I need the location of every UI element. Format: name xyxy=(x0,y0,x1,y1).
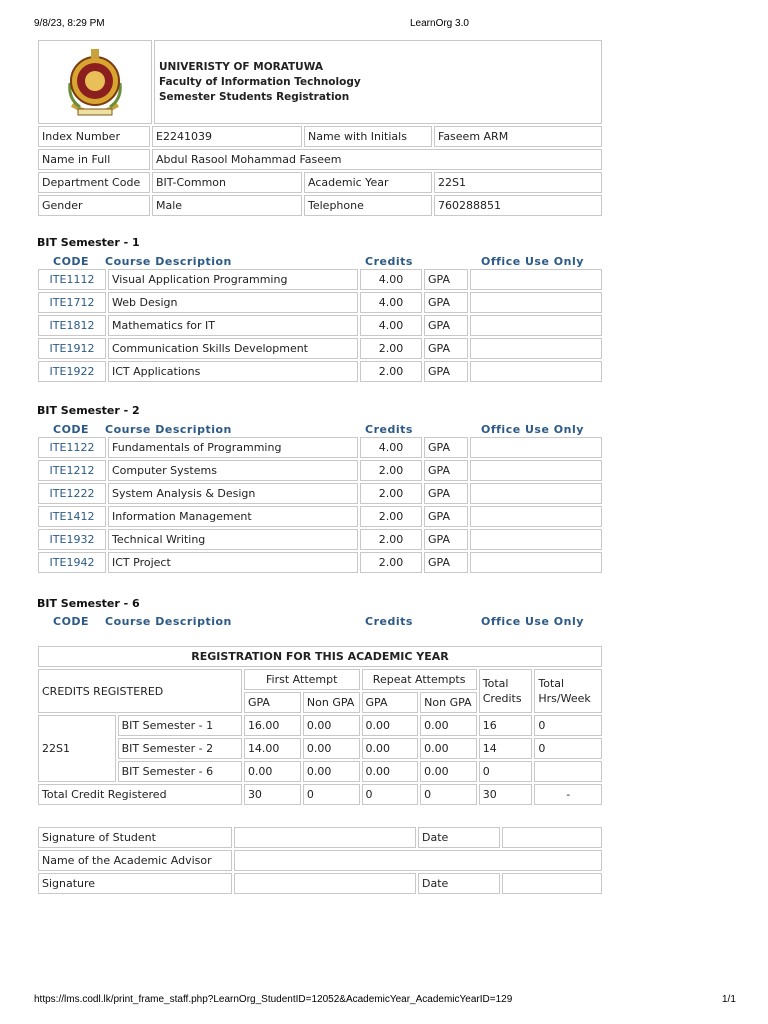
advisor-name-field[interactable] xyxy=(234,850,602,871)
ra-gpa-header: GPA xyxy=(362,692,419,713)
print-datetime: 9/8/23, 8:29 PM xyxy=(34,18,105,29)
total-ra-non: 0 xyxy=(420,784,477,805)
course-type: GPA xyxy=(424,460,468,481)
registration-table xyxy=(36,644,604,807)
semester-6-title: BIT Semester - 6 xyxy=(37,597,140,610)
dept-label: Department Code xyxy=(38,172,150,193)
initials-label: Name with Initials xyxy=(304,126,432,147)
gender-label: Gender xyxy=(38,195,150,216)
course-code: ITE1112 xyxy=(38,269,106,290)
signature-table xyxy=(36,825,604,896)
total-hrs-header: Total Hrs/Week xyxy=(534,669,602,713)
course-type: GPA xyxy=(424,483,468,504)
course-row xyxy=(38,437,602,458)
office-use-cell xyxy=(470,483,602,504)
reg-ra-non: 0.00 xyxy=(420,715,477,736)
student-signature-field[interactable] xyxy=(234,827,416,848)
year-label: Academic Year xyxy=(304,172,432,193)
total-hrs: - xyxy=(534,784,602,805)
print-url: https://lms.codl.lk/print_frame_staff.php?LearnOrg_StudentID=12052&AcademicYear_AcademicYearID=129 xyxy=(34,994,513,1005)
course-desc: Communication Skills Development xyxy=(108,338,358,359)
year-value: 22S1 xyxy=(434,172,602,193)
reg-hrs: 0 xyxy=(534,715,602,736)
office-use-cell xyxy=(470,269,602,290)
course-credits: 2.00 xyxy=(360,361,422,382)
date-field-1[interactable] xyxy=(502,827,602,848)
reg-total: 16 xyxy=(479,715,533,736)
course-row xyxy=(38,269,602,290)
course-credits: 4.00 xyxy=(360,269,422,290)
sem2-office-header: Office Use Only xyxy=(481,423,584,436)
total-credits: 30 xyxy=(479,784,533,805)
reg-ra-non: 0.00 xyxy=(420,761,477,782)
reg-fa-non: 0.00 xyxy=(303,738,360,759)
dept-value: BIT-Common xyxy=(152,172,302,193)
phone-value: 760288851 xyxy=(434,195,602,216)
date-field-2[interactable] xyxy=(502,873,602,894)
reg-fa-gpa: 0.00 xyxy=(244,761,301,782)
course-row xyxy=(38,460,602,481)
course-desc: Technical Writing xyxy=(108,529,358,550)
total-fa-gpa: 30 xyxy=(244,784,301,805)
fullname-value: Abdul Rasool Mohammad Faseem xyxy=(152,149,602,170)
sem2-desc-header: Course Description xyxy=(105,423,232,436)
course-credits: 2.00 xyxy=(360,506,422,527)
form-title: Semester Students Registration xyxy=(159,90,350,103)
sem6-credits-header: Credits xyxy=(365,615,413,628)
course-desc: Information Management xyxy=(108,506,358,527)
reg-fa-non: 0.00 xyxy=(303,715,360,736)
date-label-1: Date xyxy=(418,827,500,848)
reg-hrs: 0 xyxy=(534,738,602,759)
total-credit-label: Total Credit Registered xyxy=(38,784,242,805)
university-crest-icon xyxy=(64,43,126,119)
office-use-cell xyxy=(470,361,602,382)
office-use-cell xyxy=(470,552,602,573)
course-credits: 4.00 xyxy=(360,437,422,458)
reg-semester: BIT Semester - 2 xyxy=(118,738,242,759)
office-use-cell xyxy=(470,437,602,458)
sem1-credits-header: Credits xyxy=(365,255,413,268)
fullname-label: Name in Full xyxy=(38,149,150,170)
course-desc: Computer Systems xyxy=(108,460,358,481)
course-row xyxy=(38,292,602,313)
total-credits-header: Total Credits xyxy=(479,669,533,713)
sem6-code-header: CODE xyxy=(53,615,90,628)
reg-total: 0 xyxy=(479,761,533,782)
sem6-office-header: Office Use Only xyxy=(481,615,584,628)
student-signature-label: Signature of Student xyxy=(38,827,232,848)
total-fa-non: 0 xyxy=(303,784,360,805)
reg-fa-gpa: 16.00 xyxy=(244,715,301,736)
course-credits: 4.00 xyxy=(360,292,422,313)
office-use-cell xyxy=(470,506,602,527)
course-credits: 2.00 xyxy=(360,529,422,550)
phone-label: Telephone xyxy=(304,195,432,216)
semester-2-title: BIT Semester - 2 xyxy=(37,404,140,417)
sem6-desc-header: Course Description xyxy=(105,615,232,628)
course-code: ITE1212 xyxy=(38,460,106,481)
logo-cell xyxy=(38,40,152,124)
signature-label: Signature xyxy=(38,873,232,894)
registration-row xyxy=(38,738,602,759)
fa-gpa-header: GPA xyxy=(244,692,301,713)
course-desc: ICT Applications xyxy=(108,361,358,382)
course-type: GPA xyxy=(424,292,468,313)
reg-fa-non: 0.00 xyxy=(303,761,360,782)
registration-title: REGISTRATION FOR THIS ACADEMIC YEAR xyxy=(38,646,602,667)
course-type: GPA xyxy=(424,506,468,527)
semester-1-title: BIT Semester - 1 xyxy=(37,236,140,249)
course-credits: 2.00 xyxy=(360,552,422,573)
office-use-cell xyxy=(470,529,602,550)
reg-semester: BIT Semester - 1 xyxy=(118,715,242,736)
course-row xyxy=(38,338,602,359)
credits-registered-label: CREDITS REGISTERED xyxy=(38,669,242,713)
course-type: GPA xyxy=(424,315,468,336)
print-title: LearnOrg 3.0 xyxy=(410,18,469,29)
year-cell: 22S1 xyxy=(38,715,116,782)
course-code: ITE1122 xyxy=(38,437,106,458)
course-row xyxy=(38,552,602,573)
reg-ra-gpa: 0.00 xyxy=(362,761,419,782)
institution-cell xyxy=(154,40,602,124)
gender-value: Male xyxy=(152,195,302,216)
sem1-desc-header: Course Description xyxy=(105,255,232,268)
registration-row xyxy=(38,761,602,782)
semester-1-courses xyxy=(36,267,604,384)
index-label: Index Number xyxy=(38,126,150,147)
course-type: GPA xyxy=(424,437,468,458)
course-type: GPA xyxy=(424,361,468,382)
registration-row xyxy=(38,715,602,736)
reg-ra-non: 0.00 xyxy=(420,738,477,759)
course-code: ITE1222 xyxy=(38,483,106,504)
sem1-office-header: Office Use Only xyxy=(481,255,584,268)
repeat-attempts-header: Repeat Attempts xyxy=(362,669,477,690)
university-name: UNIVERISTY OF MORATUWA xyxy=(159,60,323,73)
semester-2-courses xyxy=(36,435,604,575)
course-row xyxy=(38,315,602,336)
course-code: ITE1412 xyxy=(38,506,106,527)
course-row xyxy=(38,529,602,550)
signature-field[interactable] xyxy=(234,873,416,894)
course-type: GPA xyxy=(424,269,468,290)
header-block xyxy=(36,38,604,126)
course-desc: Web Design xyxy=(108,292,358,313)
course-code: ITE1712 xyxy=(38,292,106,313)
total-ra-gpa: 0 xyxy=(362,784,419,805)
course-desc: ICT Project xyxy=(108,552,358,573)
registration-total-row xyxy=(38,784,602,805)
course-credits: 4.00 xyxy=(360,315,422,336)
course-row xyxy=(38,361,602,382)
initials-value: Faseem ARM xyxy=(434,126,602,147)
sem2-credits-header: Credits xyxy=(365,423,413,436)
reg-ra-gpa: 0.00 xyxy=(362,738,419,759)
course-row xyxy=(38,506,602,527)
course-desc: Visual Application Programming xyxy=(108,269,358,290)
office-use-cell xyxy=(470,292,602,313)
faculty-name: Faculty of Information Technology xyxy=(159,75,361,88)
course-code: ITE1912 xyxy=(38,338,106,359)
course-code: ITE1942 xyxy=(38,552,106,573)
fa-nongpa-header: Non GPA xyxy=(303,692,360,713)
course-credits: 2.00 xyxy=(360,460,422,481)
advisor-name-label: Name of the Academic Advisor xyxy=(38,850,232,871)
course-desc: Fundamentals of Programming xyxy=(108,437,358,458)
course-credits: 2.00 xyxy=(360,483,422,504)
course-type: GPA xyxy=(424,338,468,359)
sem2-code-header: CODE xyxy=(53,423,90,436)
course-code: ITE1812 xyxy=(38,315,106,336)
reg-semester: BIT Semester - 6 xyxy=(118,761,242,782)
course-code: ITE1932 xyxy=(38,529,106,550)
index-value: E2241039 xyxy=(152,126,302,147)
first-attempt-header: First Attempt xyxy=(244,669,360,690)
print-page-number: 1/1 xyxy=(722,994,736,1005)
reg-hrs xyxy=(534,761,602,782)
course-type: GPA xyxy=(424,552,468,573)
sem1-code-header: CODE xyxy=(53,255,90,268)
course-row xyxy=(38,483,602,504)
reg-fa-gpa: 14.00 xyxy=(244,738,301,759)
ra-nongpa-header: Non GPA xyxy=(420,692,477,713)
student-info-table xyxy=(36,124,604,218)
course-type: GPA xyxy=(424,529,468,550)
course-desc: Mathematics for IT xyxy=(108,315,358,336)
course-desc: System Analysis & Design xyxy=(108,483,358,504)
course-code: ITE1922 xyxy=(38,361,106,382)
office-use-cell xyxy=(470,338,602,359)
office-use-cell xyxy=(470,460,602,481)
course-credits: 2.00 xyxy=(360,338,422,359)
date-label-2: Date xyxy=(418,873,500,894)
office-use-cell xyxy=(470,315,602,336)
reg-ra-gpa: 0.00 xyxy=(362,715,419,736)
reg-total: 14 xyxy=(479,738,533,759)
